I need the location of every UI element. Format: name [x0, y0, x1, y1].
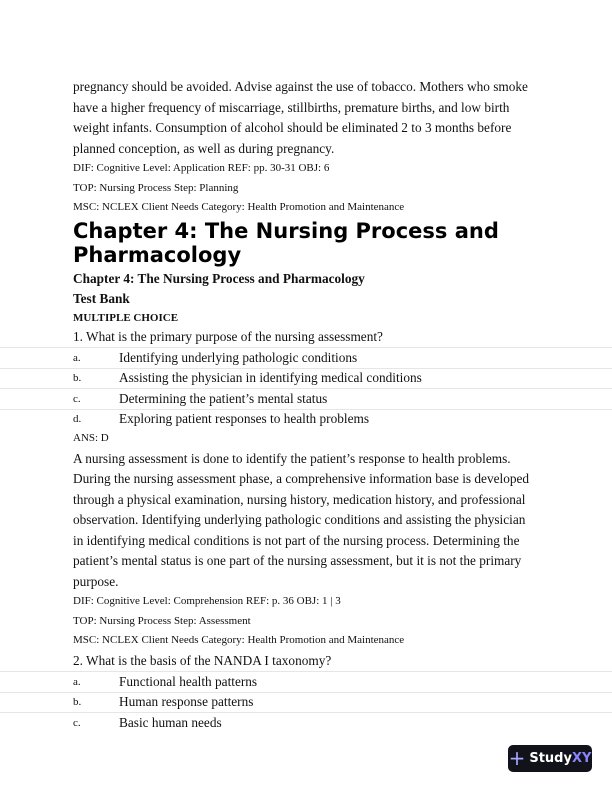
test-bank-heading: Test Bank	[73, 290, 130, 306]
option-letter: a.	[73, 351, 81, 364]
option-letter: c.	[73, 716, 81, 729]
brand-xy: XY	[571, 751, 592, 766]
option-letter: b.	[73, 372, 82, 385]
option-c	[0, 388, 612, 409]
option-text: Functional health patterns	[119, 673, 258, 689]
rationale-line: During the nursing assessment phase, a comprehensive information base is developed	[73, 471, 530, 486]
option-b	[0, 368, 612, 389]
question-1: 1. What is the primary purpose of the nursing assessment?	[73, 328, 383, 344]
q1-options	[0, 347, 612, 429]
rationale-line: observation. Identifying underlying pathologic conditions and assisting the physician	[73, 512, 526, 527]
option-d	[0, 409, 612, 430]
intro-line: pregnancy should be avoided. Advise against the use of tobacco. Mothers who smoke	[73, 79, 528, 94]
option-letter: b.	[73, 696, 82, 709]
rationale-line: patient’s mental status is one part of the nursing assessment, but it is not the primary	[73, 553, 522, 568]
option-text: Basic human needs	[119, 714, 222, 730]
plus-icon: +	[508, 745, 526, 770]
chapter-subtitle: Chapter 4: The Nursing Process and Pharmacology	[73, 270, 365, 286]
option-text: Human response patterns	[119, 694, 254, 710]
msc-line: MSC: NCLEX Client Needs Category: Health Promotion and Maintenance	[73, 634, 405, 646]
brand-name	[529, 751, 591, 766]
question-2: 2. What is the basis of the NANDA I taxonomy?	[73, 652, 332, 668]
option-letter: d.	[73, 413, 82, 426]
option-text: Exploring patient responses to health problems	[119, 411, 370, 427]
chapter-heading-line: Pharmacology	[73, 242, 242, 267]
option-letter: c.	[73, 392, 81, 405]
top-line: TOP: Nursing Process Step: Planning	[73, 181, 239, 194]
msc-line: MSC: NCLEX Client Needs Category: Health Promotion and Maintenance	[73, 201, 405, 213]
option-letter: a.	[73, 675, 81, 688]
dif-line: DIF: Cognitive Level: Application REF: pp. 30-31 OBJ: 6	[73, 162, 330, 174]
section-heading: MULTIPLE CHOICE	[73, 311, 179, 324]
top-line: TOP: Nursing Process Step: Assessment	[73, 614, 251, 627]
chapter-heading-line: Chapter 4: The Nursing Process and	[73, 218, 499, 243]
rationale-line: through a physical examination, nursing history, medication history, and professional	[73, 491, 526, 507]
brand-study: Study	[529, 751, 572, 766]
intro-line: have a higher frequency of miscarriage, stillbirths, premature births, and low birth	[73, 99, 510, 115]
studyxy-badge[interactable]	[508, 745, 592, 772]
option-text: Identifying underlying pathologic conditions	[119, 349, 358, 365]
option-b	[0, 692, 612, 713]
option-a	[0, 347, 612, 368]
intro-line: weight infants. Consumption of alcohol should be eliminated 2 to 3 months before	[73, 120, 512, 135]
document-page	[73, 77, 612, 733]
q2-options	[0, 671, 612, 733]
option-a	[0, 671, 612, 692]
option-text: Assisting the physician in identifying medical conditions	[119, 370, 422, 386]
option-c	[0, 712, 612, 733]
option-text: Determining the patient’s mental status	[119, 390, 328, 406]
dif-line: DIF: Cognitive Level: Comprehension REF: p. 36 OBJ: 1 | 3	[73, 595, 341, 607]
intro-line: planned conception, as well as during pregnancy.	[73, 140, 335, 156]
answer: ANS: D	[73, 432, 109, 444]
rationale-line: purpose.	[73, 573, 119, 589]
rationale-line: in identifying medical conditions is not part of the nursing process. Determining the	[73, 532, 520, 548]
chapter-heading	[73, 219, 612, 267]
rationale-line: A nursing assessment is done to identify the patient’s response to health problems.	[73, 450, 511, 466]
